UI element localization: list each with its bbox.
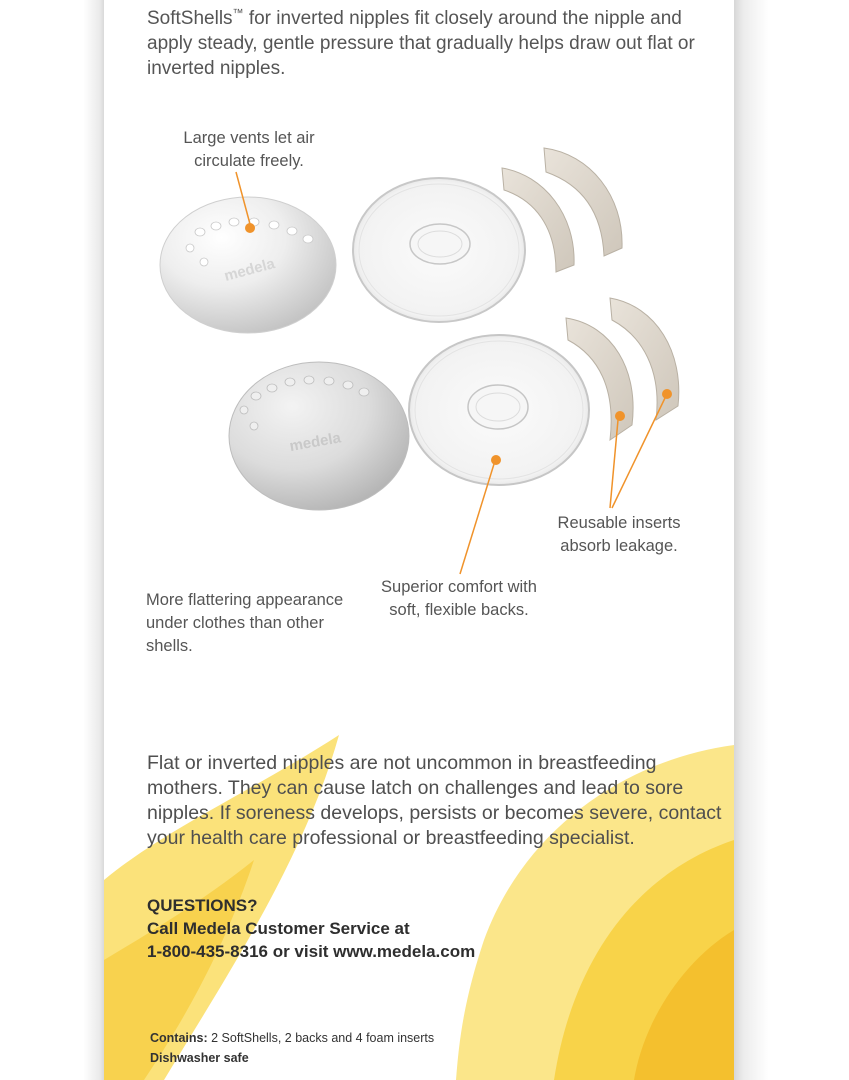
soft-back-disc-top	[353, 178, 525, 322]
contains-text: 2 SoftShells, 2 backs and 4 foam inserts	[207, 1031, 435, 1045]
soft-back-disc-bottom	[409, 335, 589, 485]
contains-line	[150, 1028, 650, 1048]
brand-name: SoftShells	[147, 8, 233, 29]
trademark-symbol: ™	[232, 7, 244, 20]
callout-inserts: Reusable inserts absorb leakage.	[557, 514, 681, 555]
intro-text: for inverted nipples fit closely around the nipple and apply steady, gentle pressure that gradually helps draw out flat or inverted nipples.	[147, 8, 695, 79]
comfort-marker-dot	[491, 455, 501, 465]
inserts-marker-dot-1	[615, 411, 625, 421]
questions-heading: QUESTIONS?	[147, 896, 258, 915]
callout-flattering: More flattering appearance under clothes than other shells.	[146, 591, 344, 655]
callout-vents: Large vents let air circulate freely.	[183, 129, 315, 170]
inserts-marker-dot-2	[662, 389, 672, 399]
intro-paragraph	[147, 6, 707, 81]
svg-text:medela: medela	[222, 255, 277, 285]
questions-line-2: 1-800-435-8316 or visit www.medela.com	[147, 942, 476, 961]
left-margin	[0, 0, 104, 1080]
callout-comfort: Superior comfort with soft, flexible backs.	[381, 578, 537, 619]
info-paragraph: Flat or inverted nipples are not uncommon in breastfeeding mothers. They can cause latch on challenges and lead to sore nipples. If soreness develops, persists or becomes severe, contact your health care professional or breastfeeding specialist.	[147, 752, 722, 849]
questions-line-1: Call Medela Customer Service at	[147, 919, 410, 938]
vents-marker-dot	[245, 223, 255, 233]
svg-text:medela: medela	[288, 429, 343, 456]
softshell-dome-bottom	[229, 362, 409, 510]
dishwasher-note: Dishwasher safe	[150, 1051, 249, 1065]
right-margin	[734, 0, 849, 1080]
questions-block	[147, 894, 627, 963]
contains-label: Contains:	[150, 1031, 208, 1045]
package-panel	[104, 0, 734, 1080]
